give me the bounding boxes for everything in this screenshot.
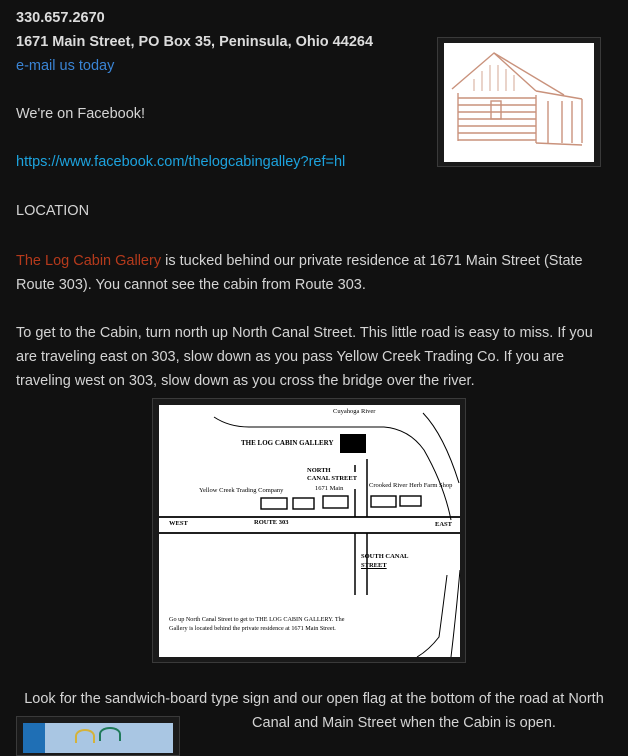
- cabin-image-frame: [437, 37, 601, 167]
- email-link[interactable]: e-mail us today: [16, 58, 115, 74]
- sign-photo-frame: [16, 716, 180, 756]
- sign-photo-blue-panel: [23, 723, 45, 753]
- location-paragraph-1: [16, 249, 616, 297]
- map-label-gallery: THE LOG CABIN GALLERY: [241, 439, 334, 447]
- map-label-north-canal-1: NORTH: [307, 467, 331, 474]
- map-label-south-canal-2: STREET: [361, 562, 387, 569]
- sign-text-line-1: Look for the sandwich-board type sign and our open flag at the bottom of the road at North: [24, 691, 604, 707]
- map-label-east: EAST: [435, 521, 452, 528]
- map-label-west: WEST: [169, 520, 188, 527]
- map-label-1671-main: 1671 Main: [315, 485, 344, 492]
- map-label-south-canal-1: SOUTH CANAL: [361, 553, 409, 560]
- map-label-river: Cuyahoga River: [333, 408, 376, 415]
- sign-photo: [23, 723, 173, 753]
- map-label-route: ROUTE 303: [254, 519, 289, 526]
- sign-photo-flag-shape: [75, 729, 95, 743]
- map-label-north-canal-2: CANAL STREET: [307, 475, 358, 482]
- location-paragraph-2: To get to the Cabin, turn north up North Canal Street. This little road is easy to miss. If you are traveling east on 303, slow down as you pass Yellow Creek Trading Co. If you are traveling west on 303, slow down as you cross the bridge over the river.: [16, 325, 593, 389]
- map-frame: [152, 398, 466, 663]
- map-note-line-2: Gallery is located behind the private residence at 1671 Main Street.: [169, 625, 336, 632]
- facebook-link[interactable]: https://www.facebook.com/thelogcabingalley?ref=hl: [16, 154, 346, 170]
- gallery-link[interactable]: The Log Cabin Gallery: [16, 253, 162, 269]
- sign-text-line-2: Canal and Main Street when the Cabin is open.: [252, 715, 556, 731]
- cabin-sketch-icon: [444, 43, 594, 162]
- directions-map: [159, 405, 460, 657]
- address: 1671 Main Street, PO Box 35, Peninsula, Ohio 44264: [16, 34, 374, 50]
- map-note-line-1: Go up North Canal Street to get to THE LOG CABIN GALLERY. The: [169, 616, 345, 623]
- map-label-crooked-river: Crooked River Herb Farm Shop: [369, 482, 453, 489]
- facebook-label: We're on Facebook!: [16, 106, 146, 122]
- map-label-yellow-creek: Yellow Creek Trading Company: [199, 487, 284, 494]
- cabin-sketch-image: [444, 43, 594, 162]
- location-heading: LOCATION: [16, 203, 90, 219]
- phone-number: 330.657.2670: [16, 10, 105, 26]
- location-paragraph-1-text: is tucked behind our private residence at 1671 Main Street (State Route 303). You cannot see the cabin from Route 303.: [16, 253, 583, 293]
- sign-photo-leaf-shape: [99, 727, 121, 741]
